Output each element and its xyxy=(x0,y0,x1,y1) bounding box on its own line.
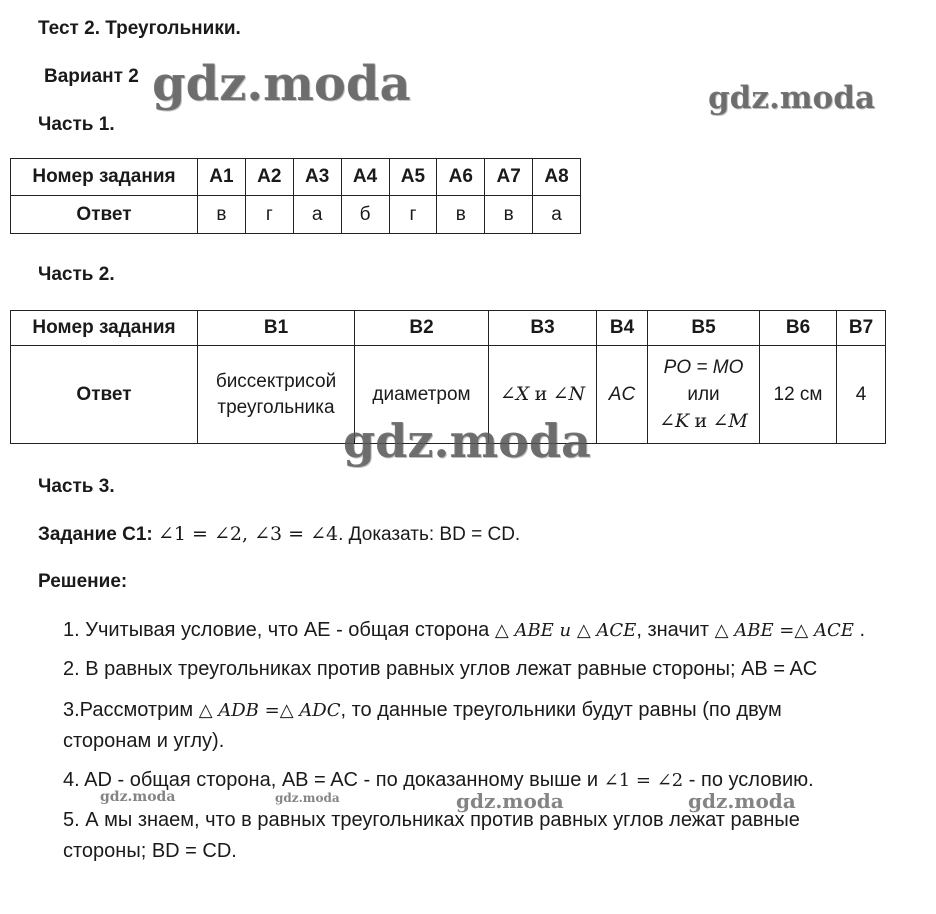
b5-line1: PO = MO xyxy=(663,357,744,378)
part2-answer-label: Ответ xyxy=(11,346,198,444)
part2-task-b7: В7 xyxy=(837,311,886,346)
step3-b: , то данные треугольники будут равны (по двум xyxy=(340,699,782,721)
part1-task-a8: А8 xyxy=(533,159,581,196)
part1-answer-row xyxy=(11,196,581,234)
part1-answer-a7: в xyxy=(485,196,533,234)
part1-table xyxy=(10,158,581,234)
b1-line1: биссектрисой xyxy=(215,370,337,392)
watermark-logo: gdz.moda xyxy=(343,414,591,468)
page-title: Тест 2. Треугольники. xyxy=(38,18,241,39)
part2-answer-b5 xyxy=(648,346,760,444)
part2-header-label: Номер задания xyxy=(11,311,198,346)
part2-heading: Часть 2. xyxy=(38,264,115,285)
step1-math-2: △ ABE =△ ACE xyxy=(714,620,854,641)
task-c1-math: ∠1 = ∠2, ∠3 = ∠4 xyxy=(158,523,339,545)
part1-answer-label: Ответ xyxy=(11,196,198,234)
part1-task-a7: А7 xyxy=(485,159,533,196)
watermark-logo: gdz.moda xyxy=(708,80,875,116)
step1-mid: , значит xyxy=(636,619,710,641)
variant-label: Вариант 2 xyxy=(44,66,139,87)
part1-header-label: Номер задания xyxy=(11,159,198,196)
part1-task-a3: А3 xyxy=(293,159,341,196)
task-c1 xyxy=(38,523,520,546)
b1-line2: треугольника xyxy=(217,396,335,418)
step1-text: 1. Учитывая условие, что AE - общая сторона xyxy=(63,619,490,641)
step1-math-1: △ ABE и △ ACE xyxy=(494,620,637,641)
watermark-logo: gdz.moda xyxy=(275,791,340,805)
part1-heading: Часть 1. xyxy=(38,114,115,135)
b3-angle-n: ∠N xyxy=(552,383,586,405)
step4-b: - по условию. xyxy=(688,769,814,791)
part2-task-b1: В1 xyxy=(198,311,355,346)
watermark-logo: gdz.moda xyxy=(688,789,796,813)
watermark-logo: gdz.moda xyxy=(100,789,176,805)
solution-step-3-cont: сторонам и углу). xyxy=(63,730,225,752)
part2-task-b5: В5 xyxy=(648,311,760,346)
part2-answer-b7: 4 xyxy=(837,346,886,444)
b5-line2: или xyxy=(687,384,720,405)
b3-angle-x: ∠X xyxy=(499,383,530,405)
part2-answer-b4: AC xyxy=(597,346,648,444)
part1-answer-a1: в xyxy=(198,196,246,234)
part2-answer-b2: диаметром xyxy=(355,346,489,444)
step1-end: . xyxy=(859,619,865,641)
step3-math: △ ADB =△ ADC xyxy=(198,700,341,721)
step3-a: 3.Рассмотрим xyxy=(63,699,194,721)
part1-answer-a4: б xyxy=(341,196,389,234)
solution-step-2: 2. В равных треугольниках против равных углов лежат равные стороны; AB = AC xyxy=(63,658,818,680)
b5-and: и xyxy=(694,410,708,432)
part2-answer-b6: 12 см xyxy=(760,346,837,444)
part1-answer-a5: г xyxy=(389,196,437,234)
part1-task-a5: А5 xyxy=(389,159,437,196)
step4-a: 4. AD - общая сторона, AB = AC - по доказанному выше и xyxy=(63,769,599,791)
part1-answer-a6: в xyxy=(437,196,485,234)
solution-step-5-cont: стороны; BD = CD. xyxy=(63,840,237,862)
part1-task-a6: А6 xyxy=(437,159,485,196)
solution-step-1 xyxy=(63,619,865,642)
solution-step-5: 5. А мы знаем, что в равных треугольниках против равных углов лежат равные xyxy=(63,809,800,831)
b5-angle-m: ∠M xyxy=(712,410,748,432)
part1-task-a4: А4 xyxy=(341,159,389,196)
b5-line3 xyxy=(648,408,759,435)
step4-math: ∠1 = ∠2 xyxy=(603,770,684,791)
watermark-logo: gdz.moda xyxy=(152,56,411,112)
part1-answer-a8: а xyxy=(533,196,581,234)
solution-label: Решение: xyxy=(38,571,128,592)
part1-task-a1: А1 xyxy=(198,159,246,196)
watermark-logo: gdz.moda xyxy=(456,789,564,813)
part1-task-a2: А2 xyxy=(245,159,293,196)
part2-task-b6: В6 xyxy=(760,311,837,346)
part2-header-row xyxy=(11,311,886,346)
part2-answer-b1 xyxy=(198,346,355,444)
task-c1-label: Задание С1: xyxy=(38,524,153,545)
part3-heading: Часть 3. xyxy=(38,476,115,497)
task-c1-rest: . Доказать: BD = CD. xyxy=(338,524,521,545)
b3-and: и xyxy=(534,383,548,405)
part2-task-b4: В4 xyxy=(597,311,648,346)
part1-answer-a3: а xyxy=(293,196,341,234)
part2-task-b3: В3 xyxy=(489,311,597,346)
part2-task-b2: В2 xyxy=(355,311,489,346)
part1-header-row xyxy=(11,159,581,196)
solution-step-3 xyxy=(63,699,782,722)
b5-angle-k: ∠K xyxy=(659,410,690,432)
part1-answer-a2: г xyxy=(245,196,293,234)
